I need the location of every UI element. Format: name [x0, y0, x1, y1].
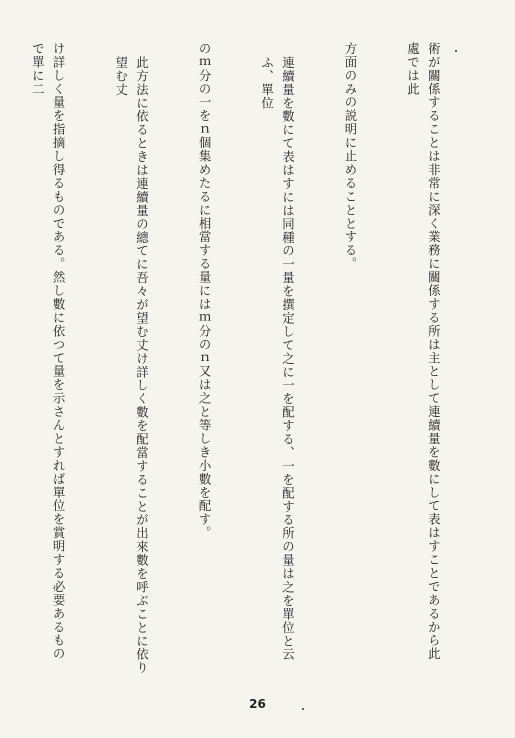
text-line: 術が關係することは非常に深く業務に關係する所は主として連續量を數にして表はすことであるから此處では此: [405, 42, 442, 661]
text-line: のｍ分の一をｎ個集めたるに相當する量にはｍ分のｎ又は之と等しき小數を配す。: [197, 42, 213, 540]
vertical-text-body: [0, 42, 485, 675]
text-line: 此方法に依るときは連續量の總てに吾々が望む丈け詳しく數を配當することが出來數を呼ぶことに依り望む丈: [113, 56, 150, 675]
text-line: け詳しく量を指摘し得るものである。然し數に依つて量を示さんとすれば單位を賞明する必要あるもので單に二: [30, 42, 67, 661]
page-number: 26: [249, 697, 266, 711]
text-line: 方面のみの説明に止めることとする。: [342, 42, 358, 271]
text-line: 連續量を數にて表はすには同種の一量を撰定して之に一を配する、一を配する所の量は之を單位と云ふ、單位: [259, 56, 296, 662]
